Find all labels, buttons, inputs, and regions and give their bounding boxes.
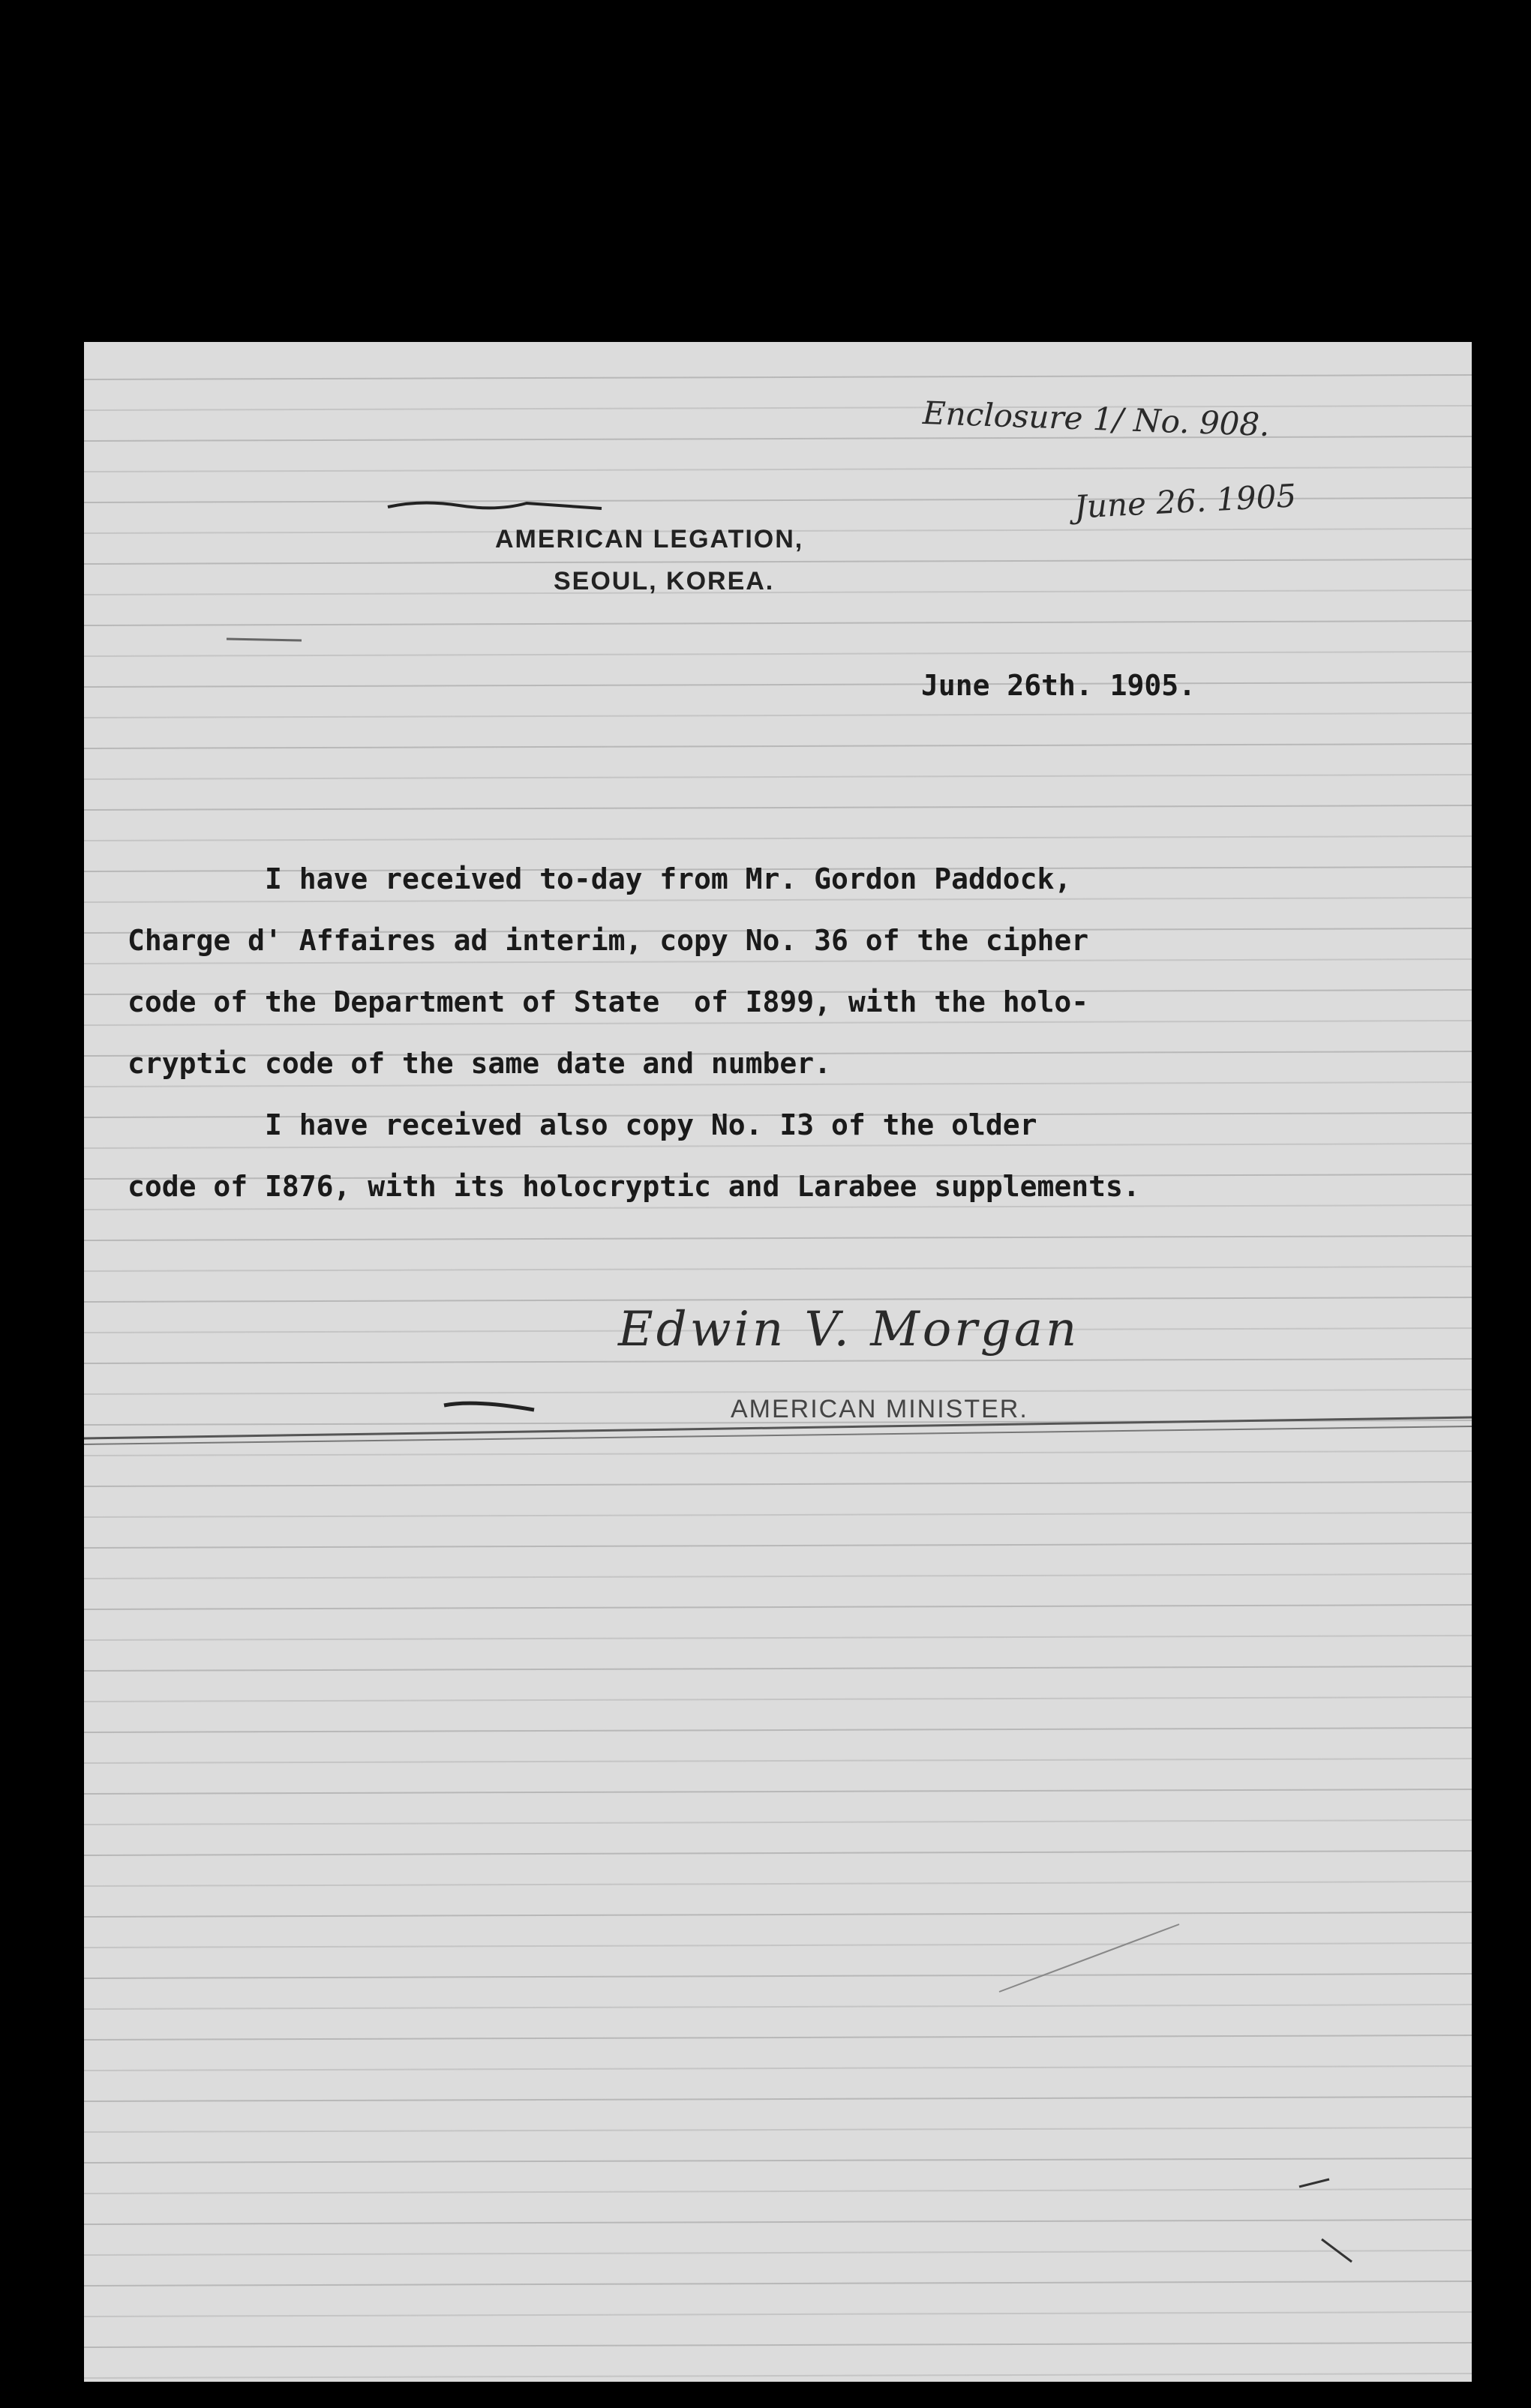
ruled-line bbox=[84, 1851, 1472, 1855]
document-page bbox=[84, 342, 1472, 2382]
ruled-line bbox=[84, 2343, 1472, 2347]
body-line-4: cryptic code of the same date and number. bbox=[128, 1047, 831, 1080]
ruled-line bbox=[84, 375, 1472, 379]
ruled-line bbox=[84, 1820, 1472, 1825]
ruled-line bbox=[84, 1021, 1472, 1025]
ruled-line bbox=[84, 959, 1472, 964]
ruled-line bbox=[84, 1728, 1472, 1732]
letter-date: June 26th. 1905. bbox=[921, 669, 1196, 702]
ruled-line bbox=[84, 682, 1472, 687]
body-line-3: code of the Department of State of I899, with the holo- bbox=[128, 985, 1089, 1018]
ruled-line bbox=[84, 652, 1472, 656]
ruled-line bbox=[84, 1451, 1472, 1456]
ruled-line bbox=[84, 2097, 1472, 2101]
ruled-line bbox=[84, 1267, 1472, 1271]
ruled-line bbox=[84, 805, 1472, 810]
ruled-line bbox=[84, 713, 1472, 718]
ruled-line bbox=[84, 1205, 1472, 1210]
handwritten-date-note: June 26. 1905 bbox=[1073, 477, 1298, 526]
ruled-line bbox=[84, 1605, 1472, 1609]
ruled-line bbox=[84, 1697, 1472, 1702]
ruled-line bbox=[84, 1974, 1472, 1978]
ruled-line bbox=[84, 2312, 1472, 2317]
ruled-line bbox=[84, 1666, 1472, 1671]
signature: Edwin V. Morgan bbox=[618, 1302, 1080, 1357]
ruled-line bbox=[84, 2374, 1472, 2378]
ruled-line bbox=[84, 2066, 1472, 2071]
letterhead-line-1: AMERICAN LEGATION, bbox=[495, 525, 804, 553]
letterhead-line-2: SEOUL, KOREA. bbox=[554, 567, 775, 595]
ruled-line bbox=[84, 559, 1472, 564]
ruled-line bbox=[84, 898, 1472, 902]
ruled-lines bbox=[84, 342, 1472, 2382]
signatory-title: AMERICAN MINISTER. bbox=[731, 1395, 1028, 1423]
ruled-line bbox=[84, 1943, 1472, 1948]
ruled-line bbox=[84, 1912, 1472, 1917]
ruled-line bbox=[84, 2251, 1472, 2255]
ruled-line bbox=[84, 1789, 1472, 1794]
ruled-line bbox=[84, 1390, 1472, 1394]
ruled-line bbox=[84, 1574, 1472, 1579]
ruled-line bbox=[84, 1543, 1472, 1548]
ruled-line bbox=[84, 775, 1472, 779]
ruled-line bbox=[84, 1144, 1472, 1148]
body-line-6: code of I876, with its holocryptic and Larabee supplements. bbox=[128, 1170, 1140, 1203]
ruled-line bbox=[84, 1636, 1472, 1640]
ruled-line bbox=[84, 1759, 1472, 1763]
ruled-line bbox=[84, 1513, 1472, 1517]
ruled-line bbox=[84, 744, 1472, 748]
ruled-line bbox=[84, 2128, 1472, 2132]
ruled-line bbox=[84, 1236, 1472, 1240]
handwritten-enclosure-note: Enclosure 1/ No. 908. bbox=[922, 394, 1271, 444]
ruled-line bbox=[84, 1882, 1472, 1886]
ruled-line bbox=[84, 2281, 1472, 2286]
body-line-1: I have received to-day from Mr. Gordon Paddock, bbox=[128, 862, 1072, 895]
ruled-line bbox=[84, 1082, 1472, 1087]
ruled-line bbox=[84, 621, 1472, 625]
ruled-line bbox=[84, 467, 1472, 472]
ruled-line bbox=[84, 2035, 1472, 2040]
ruled-line bbox=[84, 2158, 1472, 2163]
body-line-2: Charge d' Affaires ad interim, copy No. 36 of the cipher bbox=[128, 924, 1089, 957]
ruled-line bbox=[84, 2189, 1472, 2194]
ruled-line bbox=[84, 2005, 1472, 2009]
ruled-line bbox=[84, 1359, 1472, 1363]
ruled-line bbox=[84, 2220, 1472, 2224]
ruled-line bbox=[84, 836, 1472, 841]
body-line-5: I have received also copy No. I3 of the older bbox=[128, 1108, 1037, 1141]
ruled-line bbox=[84, 590, 1472, 595]
ruled-line bbox=[84, 1482, 1472, 1486]
